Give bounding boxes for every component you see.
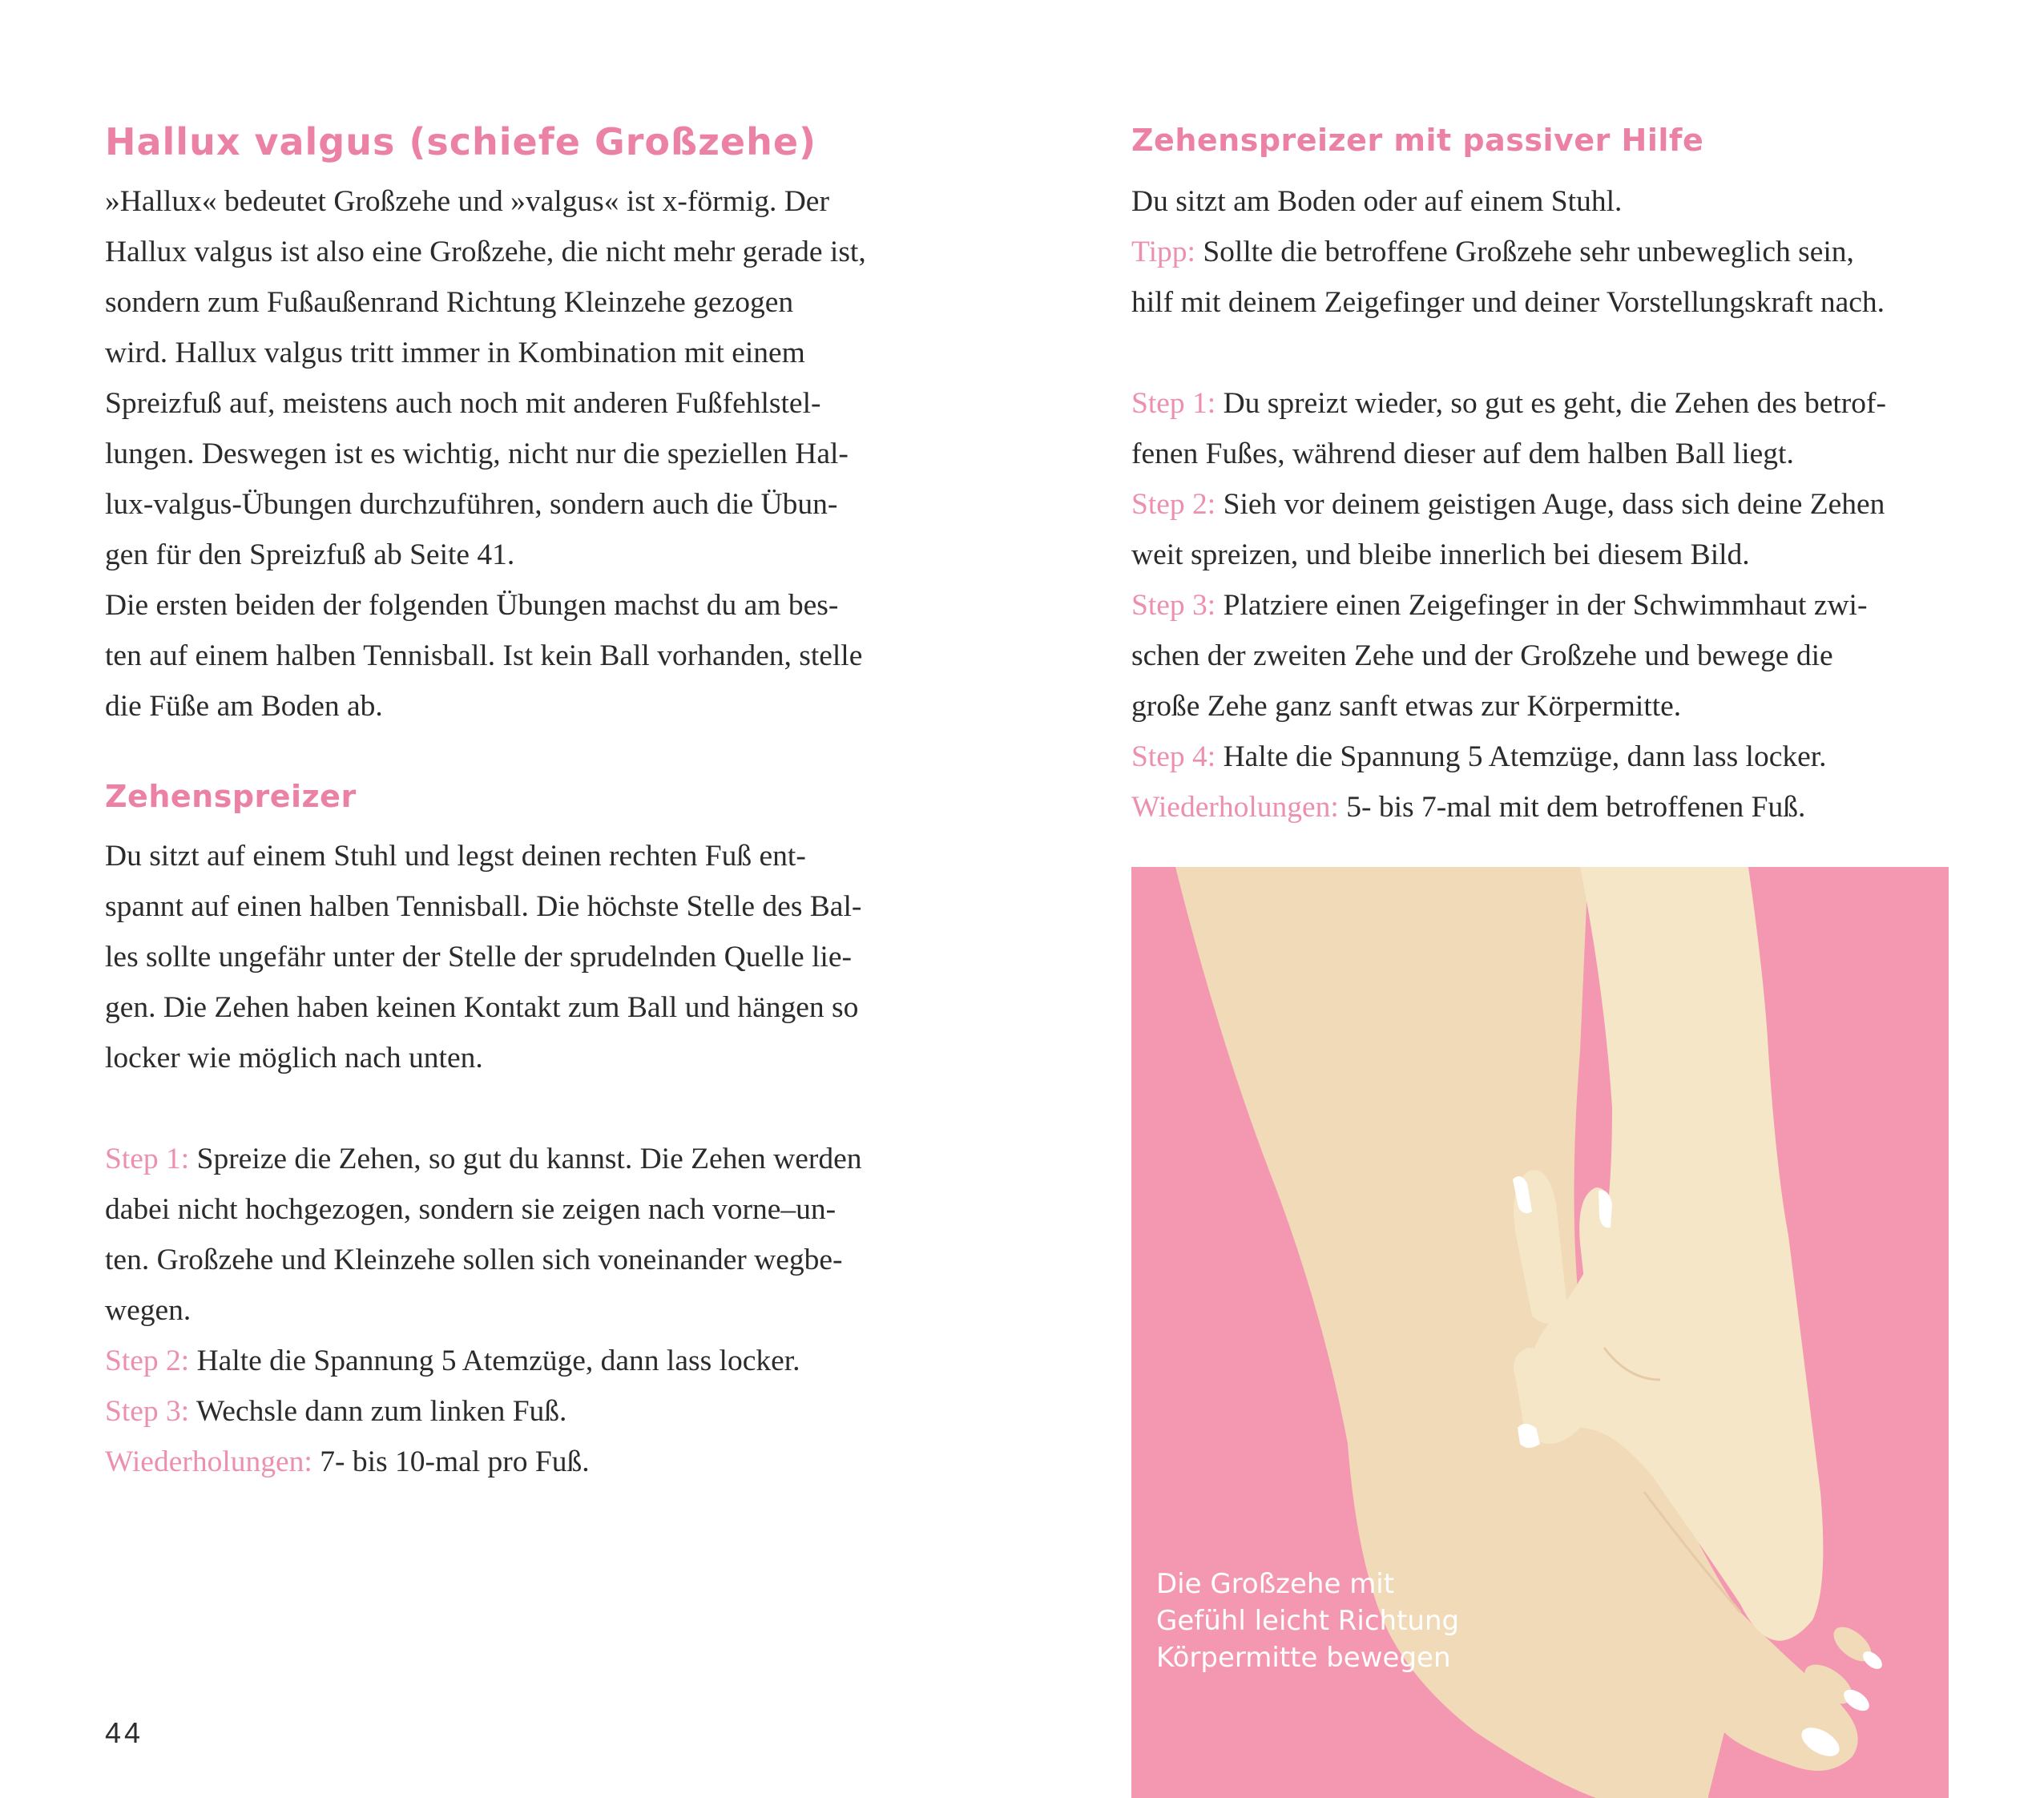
body-line: locker wie möglich nach unten. [105,1042,483,1074]
page-number: 44 [105,1716,144,1749]
repetitions-text: 5- bis 7-mal mit dem betroffenen Fuß. [1338,791,1806,824]
step-1-line: wegen. [105,1294,191,1327]
step-label: Step 1: [105,1143,190,1175]
tip-line: hilf mit deinem Zeigefinger und deiner Vorstellungskraft nach. [1131,286,1885,319]
intro-line: gen für den Spreizfuß ab Seite 41. [105,538,515,571]
caption-line: Gefühl leicht Richtung [1156,1605,1460,1637]
repetitions-label: Wiederholungen: [1131,791,1339,824]
tip [1131,227,1854,277]
intro-line: lungen. Deswegen ist es wichtig, nicht nur die speziellen Hal- [105,437,849,470]
step-1-line: ten. Großzehe und Kleinzehe sollen sich voneinander wegbe- [105,1244,843,1276]
illustration-caption [1156,1566,1459,1676]
step-text: Wechsle dann zum linken Fuß. [189,1395,567,1428]
step-text: Halte die Spannung 5 Atemzüge, dann lass locker. [1216,740,1827,773]
intro-line: sondern zum Fußaußenrand Richtung Kleinzehe gezogen [105,286,794,319]
step-1 [105,1134,862,1184]
step-text: Spreize die Zehen, so gut du kannst. Die Zehen werden [189,1143,862,1175]
section-heading: Zehenspreizer [105,779,357,814]
step-label: Step 2: [105,1344,190,1377]
step-text: Halte die Spannung 5 Atemzüge, dann lass locker. [189,1344,800,1377]
step-2-line: weit spreizen, und bleibe innerlich bei diesem Bild. [1131,538,1750,571]
body-line: gen. Die Zehen haben keinen Kontakt zum Ball und hängen so [105,991,859,1024]
step-2 [1131,479,1885,530]
intro-line: »Hallux« bedeutet Großzehe und »valgus« ist x-förmig. Der [105,185,829,218]
body-line: spannt auf einen halben Tennisball. Die höchste Stelle des Bal- [105,890,862,923]
intro-line: die Füße am Boden ab. [105,690,383,723]
step-3 [1131,580,1867,631]
repetitions-label: Wiederholungen: [105,1445,312,1478]
caption-line: Körpermitte bewegen [1156,1642,1451,1674]
intro-line: Hallux valgus ist also eine Großzehe, die nicht mehr gerade ist, [105,236,866,268]
repetitions [1131,782,1805,832]
intro-line: Die ersten beiden der folgenden Übungen machst du am bes- [105,589,839,622]
body-line: les sollte ungefähr unter der Stelle der sprudelnden Quelle lie- [105,941,852,974]
step-1-line: fenen Fußes, während dieser auf dem halben Ball liegt. [1131,437,1794,470]
step-label: Step 4: [1131,740,1216,773]
step-label: Step 3: [105,1395,190,1428]
step-text: Platziere einen Zeigefinger in der Schwimmhaut zwi- [1216,589,1868,622]
body-line: Du sitzt am Boden oder auf einem Stuhl. [1131,185,1623,218]
step-text: Du spreizt wieder, so gut es geht, die Zehen des betrof- [1216,387,1886,420]
repetitions-text: 7- bis 10-mal pro Fuß. [312,1445,590,1478]
step-4 [1131,732,1827,782]
step-label: Step 2: [1131,488,1216,521]
step-3-line: schen der zweiten Zehe und der Großzehe und bewege die [1131,639,1833,672]
section-heading: Zehenspreizer mit passiver Hilfe [1131,123,1704,158]
tip-text: Sollte die betroffene Großzehe sehr unbeweglich sein, [1195,236,1854,268]
intro-line: ten auf einem halben Tennisball. Ist kein Ball vorhanden, stelle [105,639,863,672]
caption-line: Die Großzehe mit [1156,1568,1395,1600]
page-title: Hallux valgus (schiefe Großzehe) [105,120,817,163]
step-3-line: große Zehe ganz sanft etwas zur Körpermitte. [1131,690,1682,723]
intro-line: Spreizfuß auf, meistens auch noch mit anderen Fußfehlstel- [105,387,821,420]
step-1-line: dabei nicht hochgezogen, sondern sie zeigen nach vorne–un- [105,1193,837,1226]
step-text: Sieh vor deinem geistigen Auge, dass sich deine Zehen [1216,488,1885,521]
intro-line: wird. Hallux valgus tritt immer in Kombination mit einem [105,337,805,369]
repetitions [105,1437,590,1487]
step-1 [1131,378,1886,429]
step-label: Step 3: [1131,589,1216,622]
intro-line: lux-valgus-Übungen durchzuführen, sondern auch die Übun- [105,488,838,521]
tip-label: Tipp: [1131,236,1195,268]
step-2 [105,1336,800,1386]
body-line: Du sitzt auf einem Stuhl und legst deinen rechten Fuß ent- [105,840,806,873]
step-3 [105,1386,566,1437]
step-label: Step 1: [1131,387,1216,420]
